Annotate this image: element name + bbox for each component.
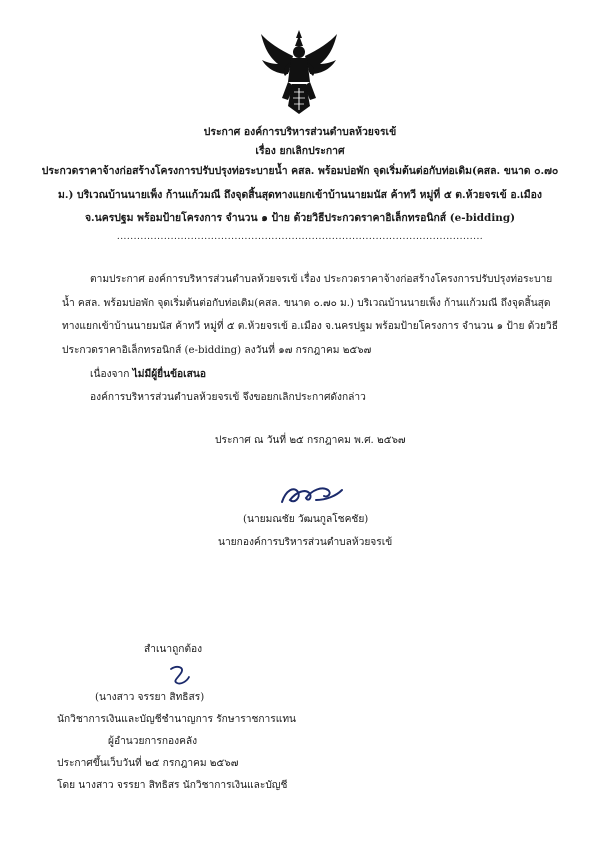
certifier-position-2: ผู้อำนวยการกองคลัง bbox=[108, 736, 198, 747]
body-line-4: ประกวดราคาอิเล็กทรอนิกส์ (e-bidding) ลงวันที่ ๑๗ กรกฎาคม ๒๕๖๗ bbox=[62, 345, 372, 356]
signer-name: (นายมณชัย วัฒนกูลโชคชัย) bbox=[243, 514, 369, 525]
announce-date: ประกาศ ณ วันที่ ๒๕ กรกฎาคม พ.ศ. ๒๕๖๗ bbox=[215, 435, 406, 446]
garuda-emblem-icon bbox=[258, 28, 340, 116]
conclusion-line: องค์การบริหารส่วนตำบลห้วยจรเข้ จึงขอยกเลิกประกาศดังกล่าว bbox=[90, 392, 366, 403]
certifier-signature-mark bbox=[165, 663, 195, 687]
project-title-line-1: ประกวดราคาจ้างก่อสร้างโครงการปรับปรุงท่อระบายน้ำ คสล. พร้อมบ่อพัก จุดเริ่มต้นต่อกับท่อเดิม(คสล. ขนาด ๐.๗๐ bbox=[41, 165, 559, 177]
body-line-2: น้ำ คสล. พร้อมบ่อพัก จุดเริ่มต้นต่อกับท่อเดิม(คสล. ขนาด ๐.๗๐ ม.) บริเวณบ้านนายเพ็ง ก้านแก้วมณี ถึงจุดสิ้นสุด bbox=[62, 298, 551, 309]
certifier-name: (นางสาว จรรยา สิทธิสร) bbox=[95, 692, 205, 703]
reason-bold: ไม่มีผู้ยื่นข้อเสนอ bbox=[132, 368, 206, 380]
published-by: โดย นางสาว จรรยา สิทธิสร นักวิชาการเงินและบัญชี bbox=[57, 780, 288, 791]
reason-line bbox=[90, 366, 206, 382]
body-line-3: ทางแยกเข้าบ้านนายมนัส ค้าทวี หมู่ที่ ๕ ต.ห้วยจรเข้ อ.เมือง จ.นครปฐม พร้อมป้ายโครงการ จำนวน ๑ ป้าย ด้วยวิธี bbox=[62, 321, 558, 332]
certifier-position-1: นักวิชาการเงินและบัญชีชำนาญการ รักษาราชการแทน bbox=[57, 714, 296, 725]
announcement-title: ประกาศ องค์การบริหารส่วนตำบลห้วยจรเข้ bbox=[203, 126, 397, 138]
certified-copy-label: สำเนาถูกต้อง bbox=[144, 644, 203, 655]
project-title-line-2: ม.) บริเวณบ้านนายเพ็ง ก้านแก้วมณี ถึงจุดสิ้นสุดทางแยกเข้าบ้านนายมนัส ค้าทวี หมู่ที่ ๕ ต.ห้วยจรเข้ อ.เมือง bbox=[58, 189, 542, 201]
signature-mark bbox=[276, 480, 346, 510]
web-publish-date: ประกาศขึ้นเว็บวันที่ ๒๕ กรกฎาคม ๒๕๖๗ bbox=[57, 758, 239, 769]
reason-prefix: เนื่องจาก bbox=[90, 369, 133, 380]
dotted-separator: ............................................................................................................. bbox=[116, 232, 484, 242]
body-line-1: ตามประกาศ องค์การบริหารส่วนตำบลห้วยจรเข้ เรื่อง ประกวดราคาจ้างก่อสร้างโครงการปรับปรุงท่อระบาย bbox=[90, 274, 553, 285]
project-title-line-3: จ.นครปฐม พร้อมป้ายโครงการ จำนวน ๑ ป้าย ด้วยวิธีประกวดราคาอิเล็กทรอนิกส์ (e-bidding) bbox=[84, 212, 516, 224]
subject-line: เรื่อง ยกเลิกประกาศ bbox=[255, 145, 345, 157]
signer-position: นายกองค์การบริหารส่วนตำบลห้วยจรเข้ bbox=[218, 537, 393, 548]
